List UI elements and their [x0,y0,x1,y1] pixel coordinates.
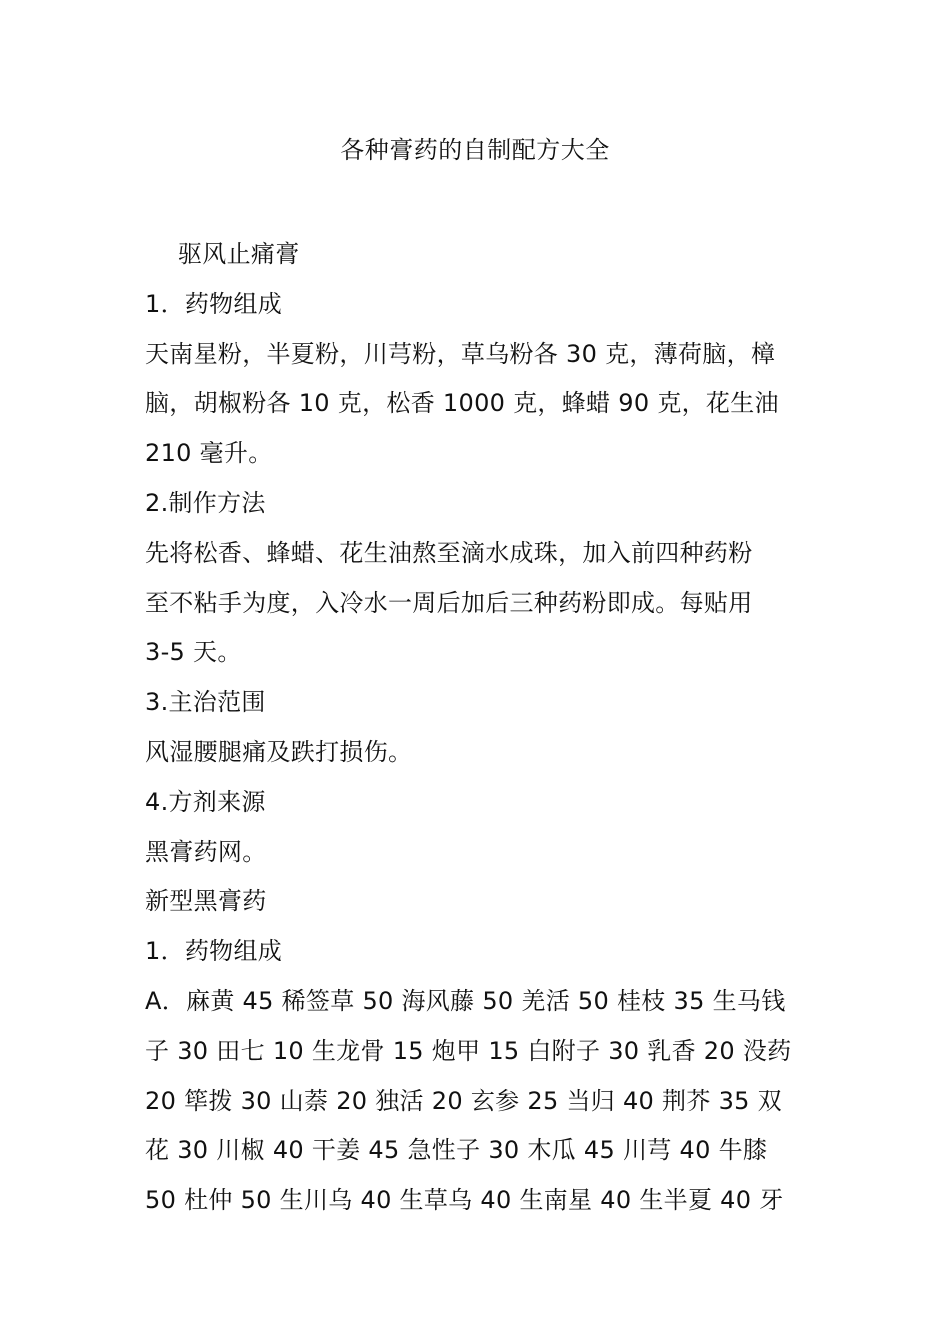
paragraph-line: 先将松香、蜂蜡、花生油熬至滴水成珠，加入前四种药粉 [145,538,753,567]
subheading: 4.方剂来源 [145,787,266,816]
paragraph-line: 至不粘手为度，入冷水一周后加后三种药粉即成。每贴用 [145,588,753,617]
paragraph-line: A．麻黄 45 稀签草 50 海风藤 50 羌活 50 桂枝 35 生马钱 [145,986,786,1015]
section-heading: 驱风止痛膏 [178,240,300,268]
section-heading: 新型黑膏药 [145,887,267,916]
document-body [145,230,810,1226]
paragraph-line: 黑膏药网。 [145,837,267,866]
subheading: 3.主治范围 [145,688,266,717]
subheading: 2.制作方法 [145,488,266,517]
paragraph-line: 风湿腰腿痛及跌打损伤。 [145,737,413,766]
paragraph-line: 50 杜仲 50 生川乌 40 生草乌 40 生南星 40 生半夏 40 牙 [145,1186,784,1215]
paragraph-line: 花 30 川椒 40 干姜 45 急性子 30 木瓜 45 川芎 40 牛膝 [145,1136,768,1165]
subheading: 1．药物组成 [145,937,283,966]
paragraph-line: 210 毫升。 [145,439,273,468]
subheading: 1．药物组成 [145,289,283,318]
paragraph-line: 天南星粉，半夏粉，川芎粉，草乌粉各 30 克，薄荷脑，樟 [145,339,776,368]
paragraph-line: 20 筚拨 30 山萘 20 独活 20 玄参 25 当归 40 荆芥 35 双 [145,1086,782,1115]
paragraph-line: 子 30 田七 10 生龙骨 15 炮甲 15 白附子 30 乳香 20 没药 [145,1036,792,1065]
document-title: 各种膏药的自制配方大全 [340,136,610,164]
paragraph-line: 3-5 天。 [145,638,242,667]
paragraph-line: 脑，胡椒粉各 10 克，松香 1000 克，蜂蜡 90 克，花生油 [145,389,779,418]
